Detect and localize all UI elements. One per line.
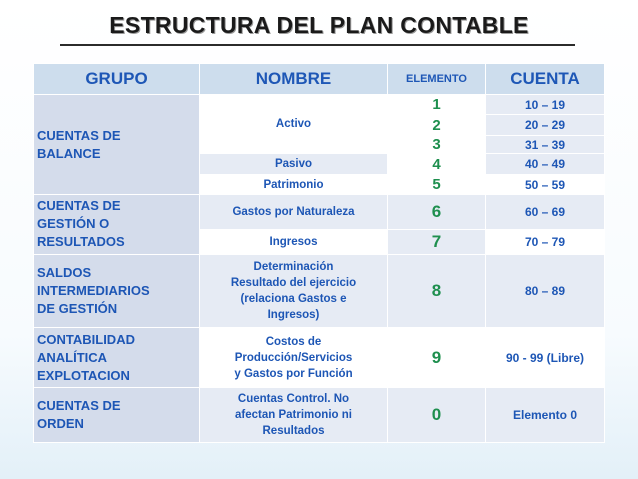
elemento-cell: 7 bbox=[388, 230, 486, 255]
header-nombre: NOMBRE bbox=[200, 64, 388, 95]
grupo-cell: CUENTAS DE BALANCE bbox=[34, 95, 200, 195]
nombre-cell: Pasivo bbox=[200, 154, 388, 174]
table-row bbox=[34, 328, 605, 387]
table-row bbox=[34, 95, 605, 115]
cuenta-cell: 20 – 29 bbox=[486, 115, 605, 135]
cuenta-cell: 80 – 89 bbox=[486, 254, 605, 328]
slide-title: ESTRUCTURA DEL PLAN CONTABLE bbox=[109, 12, 529, 38]
elemento-cell: 9 bbox=[388, 328, 486, 387]
nombre-cell: Gastos por Naturaleza bbox=[200, 195, 388, 230]
cuenta-cell: 90 - 99 (Libre) bbox=[486, 328, 605, 387]
grupo-cell: CUENTAS DE ORDEN bbox=[34, 387, 200, 442]
table-row bbox=[34, 254, 605, 328]
grupo-cell: SALDOS INTERMEDIARIOS DE GESTIÓN bbox=[34, 254, 200, 328]
elemento-cell: 2 bbox=[388, 115, 486, 135]
elemento-cell: 1 bbox=[388, 95, 486, 115]
grupo-cell: CUENTAS DE GESTIÓN O RESULTADOS bbox=[34, 195, 200, 254]
title-underline bbox=[60, 44, 575, 46]
nombre-cell: Activo bbox=[200, 95, 388, 154]
header-grupo: GRUPO bbox=[34, 64, 200, 95]
header-row bbox=[34, 64, 605, 95]
cuenta-cell: 40 – 49 bbox=[486, 154, 605, 174]
nombre-cell: Patrimonio bbox=[200, 174, 388, 194]
nombre-cell: Cuentas Control. No afectan Patrimonio ni Resultados bbox=[200, 387, 388, 442]
header-cuenta: CUENTA bbox=[486, 64, 605, 95]
header-elemento: ELEMENTO bbox=[388, 64, 486, 95]
nombre-cell: Determinación Resultado del ejercicio (relaciona Gastos e Ingresos) bbox=[200, 254, 388, 328]
cuenta-cell: 10 – 19 bbox=[486, 95, 605, 115]
elemento-cell: 4 bbox=[388, 154, 486, 174]
cuenta-cell: 31 – 39 bbox=[486, 135, 605, 153]
table-row bbox=[34, 195, 605, 230]
elemento-cell: 8 bbox=[388, 254, 486, 328]
grupo-cell: CONTABILIDAD ANALÍTICA EXPLOTACION bbox=[34, 328, 200, 387]
elemento-cell: 5 bbox=[388, 174, 486, 194]
nombre-cell: Ingresos bbox=[200, 230, 388, 255]
table-row bbox=[34, 387, 605, 442]
nombre-cell: Costos de Producción/Servicios y Gastos por Función bbox=[200, 328, 388, 387]
cuenta-cell: 60 – 69 bbox=[486, 195, 605, 230]
elemento-cell: 6 bbox=[388, 195, 486, 230]
cuenta-cell: 50 – 59 bbox=[486, 174, 605, 194]
elemento-cell: 3 bbox=[388, 135, 486, 153]
cuenta-cell: 70 – 79 bbox=[486, 230, 605, 255]
elemento-cell: 0 bbox=[388, 387, 486, 442]
plan-contable-table bbox=[33, 63, 605, 443]
cuenta-cell: Elemento 0 bbox=[486, 387, 605, 442]
